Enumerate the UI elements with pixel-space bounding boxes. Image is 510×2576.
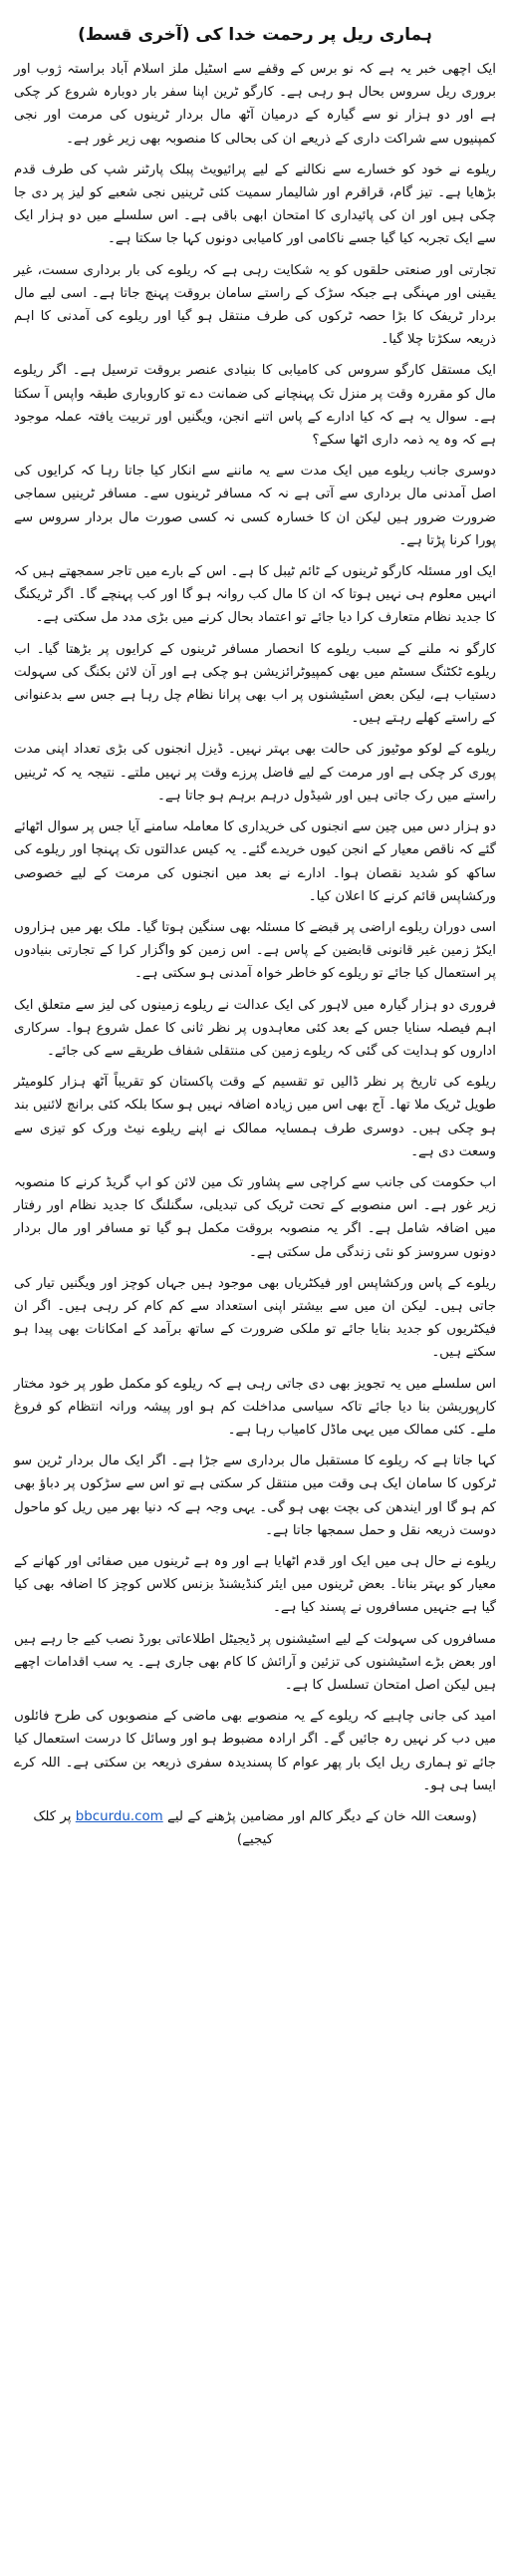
article-paragraph: کہا جاتا ہے کہ ریلوے کا مستقبل مال برداری سے جڑا ہے۔ اگر ایک مال بردار ٹرین سو ٹرکوں کا سامان ایک ہی وقت میں منتقل کر سکتی ہے تو اس سے سڑکوں پر دباؤ بھی کم ہو گا اور ایندھن کی بچت بھی ہو گی۔ یہی وجہ ہے کہ دنیا بھر میں ریل کو ماحول دوست ذریعہ نقل و حمل سمجھا جاتا ہے۔	[14, 1453, 496, 1538]
article-paragraph: دو ہزار دس میں چین سے انجنوں کی خریداری کا معاملہ سامنے آیا جس پر سوال اٹھائے گئے کہ ناقص معیار کے انجن کیوں خریدے گئے۔ یہ کیس عدالتوں تک پہنچا اور ریلوے کی ساکھ کو شدید نقصان ہوا۔ ادارے نے بعد میں انجنوں کی مرمت کے لیے خصوصی ورکشاپس قائم کرنے کا اعلان کیا۔	[14, 819, 496, 904]
article-body	[14, 58, 496, 1797]
article-paragraph: کارگو نہ ملنے کے سبب ریلوے کا انحصار مسافر ٹرینوں کے کرایوں پر بڑھتا گیا۔ اب ریلوے ٹکٹنگ سسٹم میں بھی کمپیوٹرائزیشن ہو چکی ہے اور آن لائن بکنگ کی سہولت دستیاب ہے، لیکن بعض اسٹیشنوں پر اب بھی پرانا نظام چل رہا ہے جس سے بدعنوانی کے راستے کھلے رہتے ہیں۔	[14, 641, 496, 727]
article-footer	[14, 1805, 496, 1851]
bbc-urdu-link[interactable]: bbcurdu.com	[75, 1809, 163, 1825]
footer-suffix: پر کلک کیجیے)	[33, 1809, 274, 1848]
article-paragraph: اب حکومت کی جانب سے کراچی سے پشاور تک مین لائن کو اپ گریڈ کرنے کا منصوبہ زیر غور ہے۔ اس منصوبے کے تحت ٹریک کی تبدیلی، سگنلنگ کا جدید نظام اور رفتار میں اضافہ شامل ہے۔ اگر یہ منصوبہ بروقت مکمل ہو گیا تو مسافر اور مال بردار دونوں سروسز کو نئی زندگی مل سکتی ہے۔	[14, 1174, 496, 1260]
footer-prefix: (وسعت اللہ خان کے دیگر کالم اور مضامین پڑھنے کے لیے	[167, 1809, 477, 1825]
article-paragraph: اسی دوران ریلوے اراضی پر قبضے کا مسئلہ بھی سنگین ہوتا گیا۔ ملک بھر میں ہزاروں ایکڑ زمین غیر قانونی قابضین کے پاس ہے۔ اس زمین کو واگزار کرا کے تجارتی بنیادوں پر استعمال کیا جائے تو ریلوے کو خاطر خواہ آمدنی ہو سکتی ہے۔	[14, 919, 496, 982]
article-paragraph: اس سلسلے میں یہ تجویز بھی دی جاتی رہی ہے کہ ریلوے کو مکمل طور پر خود مختار کارپوریشن بنا دیا جائے تاکہ سیاسی مداخلت کم ہو اور پیشہ ورانہ انتظام کو فروغ ملے۔ کئی ممالک میں یہی ماڈل کامیاب رہا ہے۔	[14, 1376, 496, 1438]
article-paragraph: ریلوے کے پاس ورکشاپس اور فیکٹریاں بھی موجود ہیں جہاں کوچز اور ویگنیں تیار کی جاتی ہیں۔ لیکن ان میں سے بیشتر اپنی استعداد سے کم کام کر رہی ہیں۔ اگر ان فیکٹریوں کو جدید بنایا جائے تو ملکی ضرورت کے ساتھ برآمد کے امکانات بھی پیدا ہو سکتے ہیں۔	[14, 1275, 496, 1361]
article-paragraph: ریلوے نے حال ہی میں ایک اور قدم اٹھایا ہے اور وہ ہے ٹرینوں میں صفائی اور کھانے کے معیار کو بہتر بنانا۔ بعض ٹرینوں میں ایئر کنڈیشنڈ بزنس کلاس کوچز کا اضافہ بھی کیا گیا ہے جنہیں مسافروں نے پسند کیا ہے۔	[14, 1553, 496, 1616]
article-paragraph: دوسری جانب ریلوے میں ایک مدت سے یہ ماننے سے انکار کیا جاتا رہا کہ کرایوں کی اصل آمدنی مال برداری سے آتی ہے نہ کہ مسافر ٹرینوں سے۔ مسافر ٹرینیں سماجی ضرورت ضرور ہیں لیکن ان کا خسارہ کسی نہ کسی صورت مال بردار سروس سے پورا کرنا پڑتا ہے۔	[14, 464, 496, 548]
article-headline: ہماری ریل پر رحمت خدا کی (آخری قسط)	[78, 25, 432, 45]
article-paragraph: ریلوے کی تاریخ پر نظر ڈالیں تو تقسیم کے وقت پاکستان کو تقریباً آٹھ ہزار کلومیٹر طویل ٹریک ملا تھا۔ آج بھی اس میں زیادہ اضافہ نہیں ہو سکا بلکہ کئی برانچ لائنیں بند ہو چکی ہیں۔ دوسری طرف ہمسایہ ممالک نے اپنے ریلوے نیٹ ورک کو تیزی سے وسعت دی ہے۔	[14, 1075, 496, 1159]
article-paragraph: ایک اور مسئلہ کارگو ٹرینوں کے ٹائم ٹیبل کا ہے۔ اس کے بارے میں تاجر سمجھتے ہیں کہ انہیں معلوم ہی نہیں ہوتا کہ ان کا مال کب روانہ ہو گا اور کب پہنچے گا۔ اگر ٹریکنگ کا جدید نظام متعارف کرا دیا جائے تو اعتماد بحال کرنے میں بڑی مدد مل سکتی ہے۔	[14, 564, 496, 626]
article-paragraph: ریلوے کے لوکو موٹیوز کی حالت بھی بہتر نہیں۔ ڈیزل انجنوں کی بڑی تعداد اپنی مدت پوری کر چکی ہے اور مرمت کے لیے فاضل پرزے وقت پر نہیں ملتے۔ نتیجہ یہ کہ ٹرینیں راستے میں رک جاتی ہیں اور شیڈول درہم برہم ہو جاتا ہے۔	[14, 742, 496, 804]
article-paragraph: ایک اچھی خبر یہ ہے کہ نو برس کے وقفے سے اسٹیل ملز اسلام آباد براستہ ژوب اور بروری ریل سروس بحال ہو رہی ہے۔ کارگو ٹرین اپنا سفر بار دوبارہ شروع کر چکی ہے اور دو ہزار نو سے گیارہ کے درمیان آٹھ مال بردار ٹرینوں کی مرمت اور نجی کمپنیوں سے شراکت داری کے ذریعے ان کی بحالی کا منصوبہ بھی زیر غور ہے۔	[14, 62, 496, 147]
article-paragraph: امید کی جانی چاہیے کہ ریلوے کے یہ منصوبے بھی ماضی کے منصوبوں کی طرح فائلوں میں دب کر نہیں رہ جائیں گے۔ اگر ارادہ مضبوط ہو اور وسائل کا درست استعمال کیا جائے تو ہماری ریل ایک بار پھر عوام کا پسندیدہ سفری ذریعہ بن سکتی ہے۔ اللہ کرے ایسا ہی ہو۔	[14, 1709, 496, 1793]
article-paragraph: مسافروں کی سہولت کے لیے اسٹیشنوں پر ڈیجیٹل اطلاعاتی بورڈ نصب کیے جا رہے ہیں اور بعض بڑے اسٹیشنوں کی تزئین و آرائش کا کام بھی جاری ہے۔ یہ سب اقدامات اچھے ہیں لیکن اصل امتحان تسلسل کا ہے۔	[14, 1631, 496, 1693]
article-paragraph: ریلوے نے خود کو خسارے سے نکالنے کے لیے پرائیویٹ پبلک پارٹنر شپ کی طرف قدم بڑھایا ہے۔ تیز گام، قراقرم اور شالیمار سمیت کئی ٹرینیں نجی شعبے کو لیز پر دی جا چکی ہیں اور ان کی پائیداری کا امتحان ابھی باقی ہے۔ اس سلسلے میں دو ہزار ایک سے ایک تجربہ کیا گیا جسے ناکامی اور کامیابی دونوں کہا جا سکتا ہے۔	[14, 161, 496, 247]
article-paragraph: فروری دو ہزار گیارہ میں لاہور کی ایک عدالت نے ریلوے زمینوں کی لیز سے متعلق ایک اہم فیصلہ سنایا جس کے بعد کئی معاہدوں پر نظر ثانی کا عمل شروع ہوا۔ سرکاری اداروں کو ہدایت کی گئی کہ ریلوے زمین کی منتقلی شفاف طریقے سے کی جائے۔	[14, 997, 496, 1059]
article-paragraph: ایک مستقل کارگو سروس کی کامیابی کا بنیادی عنصر بروقت ترسیل ہے۔ اگر ریلوے مال کو مقررہ وقت پر منزل تک پہنچانے کی ضمانت دے تو کاروباری طبقہ واپس آ سکتا ہے۔ سوال یہ ہے کہ کیا ادارے کے پاس اتنے انجن، ویگنیں اور تربیت یافتہ عملہ موجود ہے کہ وہ یہ ذمہ داری اٹھا سکے؟	[14, 363, 496, 449]
article-paragraph: تجارتی اور صنعتی حلقوں کو یہ شکایت رہی ہے کہ ریلوے کی بار برداری سست، غیر یقینی اور مہنگی ہے جبکہ سڑک کے راستے سامان بروقت پہنچ جاتا ہے۔ اسی لیے مال بردار ٹریفک کا بڑا حصہ ٹرکوں کی طرف منتقل ہو گیا اور ریلوے کی آمدنی کا اہم ذریعہ سکڑتا چلا گیا۔	[14, 262, 496, 348]
